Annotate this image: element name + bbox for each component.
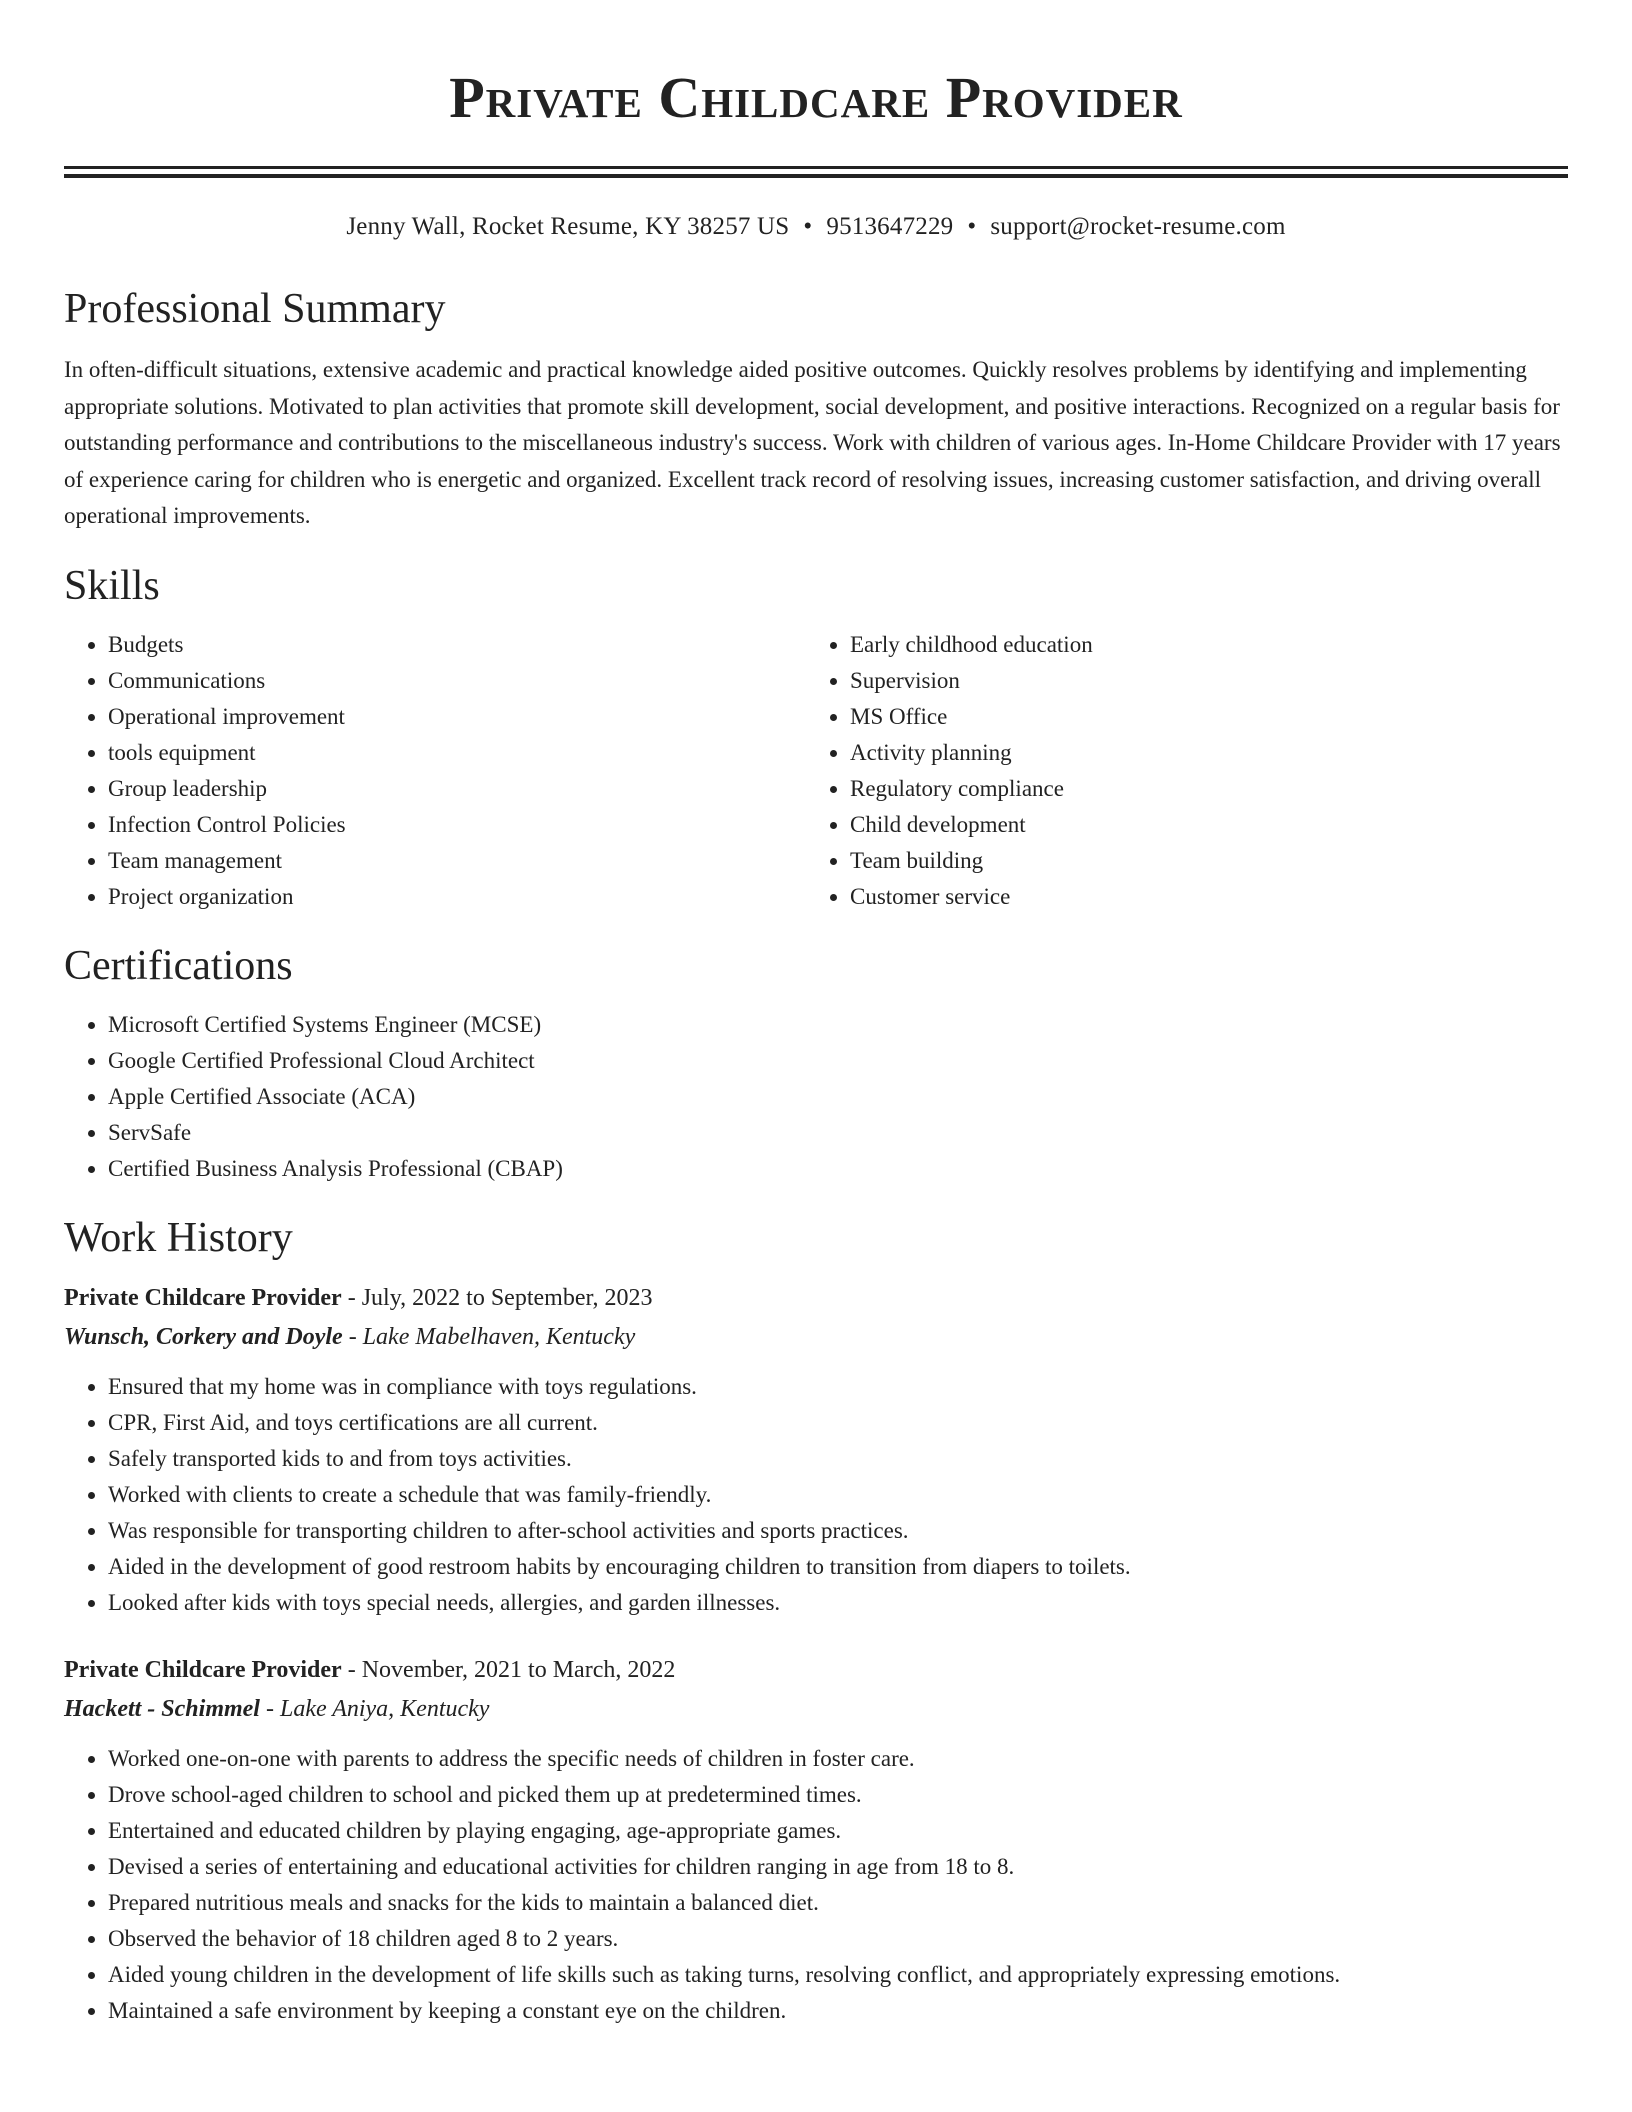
certification-item: • Microsoft Certified Systems Engineer (MCSE): [108, 1007, 1568, 1043]
title-divider-thin: [64, 166, 1568, 169]
skill-item: • Customer service: [850, 879, 1548, 915]
job-duties-list: [64, 1369, 1568, 1621]
certifications-section: [64, 941, 1568, 1187]
job-duty-item: • Was responsible for transporting children to after-school activities and sports practices.: [108, 1513, 1568, 1549]
job-duty-item: • CPR, First Aid, and toys certifications are all current.: [108, 1405, 1568, 1441]
skills-columns: [64, 627, 1568, 915]
skill-item: • Activity planning: [850, 735, 1548, 771]
skill-item: • Team management: [108, 843, 806, 879]
skill-item: • Operational improvement: [108, 699, 806, 735]
company-line: [64, 1317, 1568, 1357]
skill-item: • tools equipment: [108, 735, 806, 771]
company-location: - Lake Mabelhaven, Kentucky: [342, 1323, 636, 1350]
job-duty-item: • Devised a series of entertaining and educational activities for children ranging in age from 18 to 8.: [108, 1849, 1568, 1885]
company-name: Hackett - Schimmel: [64, 1695, 260, 1722]
summary-heading: Professional Summary: [64, 286, 446, 332]
job-duty-item: • Maintained a safe environment by keeping a constant eye on the children.: [108, 1993, 1568, 2029]
contact-line: [64, 210, 1568, 244]
job-duty-item: • Worked with clients to create a schedule that was family-friendly.: [108, 1477, 1568, 1513]
skill-item: • Supervision: [850, 663, 1548, 699]
title-divider-thick: [64, 174, 1568, 178]
certification-item: • Apple Certified Associate (ACA): [108, 1079, 1568, 1115]
skill-item: • Infection Control Policies: [108, 807, 806, 843]
skill-item: • Group leadership: [108, 771, 806, 807]
certifications-list: [64, 1007, 1568, 1187]
job-duty-item: • Observed the behavior of 18 children aged 8 to 2 years.: [108, 1921, 1568, 1957]
job-duties-list: [64, 1741, 1568, 2029]
job-entry: [64, 1651, 1568, 2029]
job-duty-item: • Aided young children in the development of life skills such as taking turns, resolving conflict, and appropriately expressing emotions.: [108, 1957, 1568, 1993]
skills-list-left: [64, 627, 806, 915]
job-duty-item: • Ensured that my home was in compliance with toys regulations.: [108, 1369, 1568, 1405]
skill-item: • Project organization: [108, 879, 806, 915]
skill-item: • MS Office: [850, 699, 1548, 735]
skill-item: • Team building: [850, 843, 1548, 879]
contact-separator: •: [803, 213, 813, 240]
skills-section: [64, 561, 1568, 915]
contact-email: support@rocket-resume.com: [990, 213, 1286, 240]
certification-item: • Certified Business Analysis Professional (CBAP): [108, 1151, 1568, 1187]
skills-heading: Skills: [64, 562, 160, 609]
job-dates: - November, 2021 to March, 2022: [341, 1656, 676, 1683]
skill-item: • Communications: [108, 663, 806, 699]
jobs-container: [64, 1279, 1568, 2029]
contact-phone: 9513647229: [826, 213, 954, 240]
job-duty-item: • Safely transported kids to and from toys activities.: [108, 1441, 1568, 1477]
company-line: [64, 1689, 1568, 1729]
certification-item: • ServSafe: [108, 1115, 1568, 1151]
job-title: Private Childcare Provider: [64, 1284, 342, 1311]
work-history-section: [64, 1213, 1568, 2029]
work-history-heading: Work History: [64, 1214, 293, 1261]
skill-item: • Child development: [850, 807, 1548, 843]
job-title-line: [64, 1651, 1568, 1689]
summary-text: In often-difficult situations, extensive academic and practical knowledge aided positive outcomes. Quickly resolves problems by identifying and implementing appropriate solutions. Motivated to plan activities that promote skill development, social development, and positive interactions. Recognized on a regular basis for outstanding performance and contributions to the miscellaneous industry's success. Work with children of various ages. In-Home Childcare Provider with 17 years of experience caring for children who is energetic and organized. Excellent track record of resolving issues, increasing customer satisfaction, and driving overall operational improvements.: [64, 357, 1561, 528]
job-duty-item: • Entertained and educated children by playing engaging, age-appropriate games.: [108, 1813, 1568, 1849]
summary-section: [64, 284, 1568, 535]
job-duty-item: • Worked one-on-one with parents to address the specific needs of children in foster care.: [108, 1741, 1568, 1777]
job-duty-item: • Aided in the development of good restroom habits by encouraging children to transition from diapers to toilets.: [108, 1549, 1568, 1585]
skill-item: • Budgets: [108, 627, 806, 663]
company-location: - Lake Aniya, Kentucky: [259, 1695, 490, 1722]
job-title: Private Childcare Provider: [64, 1656, 342, 1683]
skill-item: • Early childhood education: [850, 627, 1548, 663]
job-duty-item: • Looked after kids with toys special needs, allergies, and garden illnesses.: [108, 1585, 1568, 1621]
company-name: Wunsch, Corkery and Doyle: [64, 1323, 343, 1350]
certifications-heading: Certifications: [64, 942, 293, 989]
resume-title: Private Childcare Provider: [449, 65, 1183, 130]
certification-item: • Google Certified Professional Cloud Architect: [108, 1043, 1568, 1079]
contact-address: Jenny Wall, Rocket Resume, KY 38257 US: [346, 213, 790, 240]
job-title-line: [64, 1279, 1568, 1317]
job-duty-item: • Prepared nutritious meals and snacks for the kids to maintain a balanced diet.: [108, 1885, 1568, 1921]
contact-separator: •: [967, 213, 977, 240]
job-entry: [64, 1279, 1568, 1621]
skill-item: • Regulatory compliance: [850, 771, 1548, 807]
skills-list-right: [806, 627, 1548, 915]
resume-page: [64, 0, 1568, 2029]
job-dates: - July, 2022 to September, 2023: [341, 1284, 653, 1311]
job-duty-item: • Drove school-aged children to school and picked them up at predetermined times.: [108, 1777, 1568, 1813]
